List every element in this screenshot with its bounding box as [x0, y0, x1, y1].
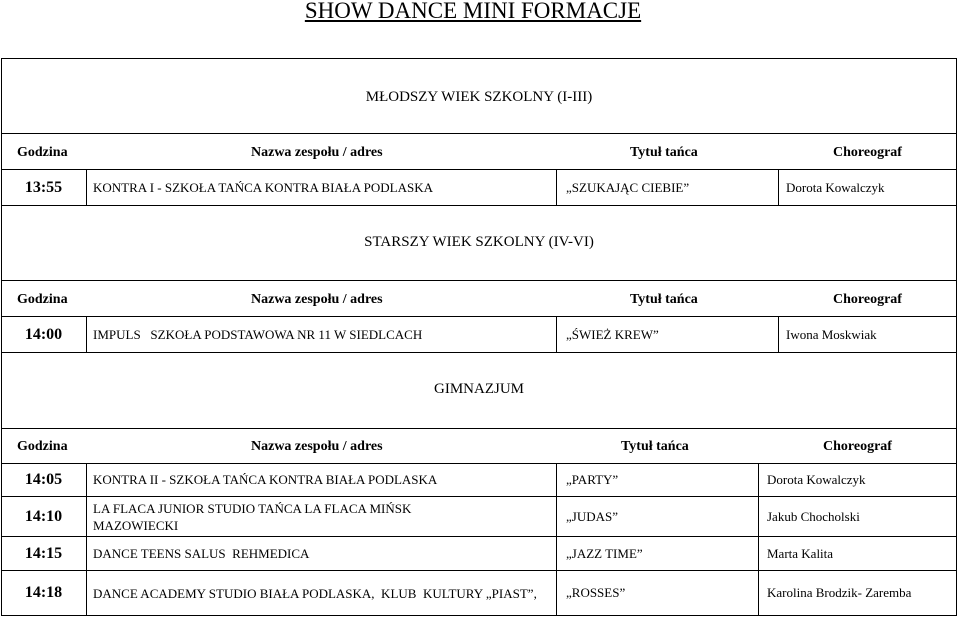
section-junior: [1, 58, 957, 133]
table-row: [1, 463, 957, 496]
table-row: [1, 169, 957, 205]
header-time: Godzina: [17, 145, 68, 160]
row-choreo: Dorota Kowalczyk: [767, 472, 866, 487]
column-divider: [86, 170, 87, 205]
row-time: 14:05: [24, 471, 63, 488]
row-time: 14:15: [24, 544, 63, 562]
column-divider: [556, 571, 557, 615]
header-dance: Tytuł tańca: [621, 439, 689, 454]
row-team: LA FLACA JUNIOR STUDIO TAŃCA LA FLACA MIŃSK MAZOWIECKI: [93, 500, 412, 533]
row-time: 14:00: [24, 325, 63, 343]
column-divider: [86, 571, 87, 615]
row-time: 14:10: [24, 507, 63, 525]
row-choreo: Dorota Kowalczyk: [786, 179, 885, 195]
column-divider: [86, 464, 87, 496]
row-time: 14:18: [24, 584, 63, 601]
column-divider: [86, 497, 87, 536]
row-choreo: Iwona Moskwiak: [786, 326, 877, 342]
column-divider: [778, 317, 779, 352]
row-dance: „PARTY”: [566, 472, 619, 487]
table-border-left: [1, 58, 2, 616]
row-dance: „SZUKAJĄC CIEBIE”: [566, 179, 690, 195]
row-team: KONTRA I - SZKOŁA TAŃCA KONTRA BIAŁA PODLASKA: [93, 179, 433, 195]
row-dance: „JUDAS”: [566, 508, 618, 524]
header-team: Nazwa zespołu / adres: [251, 439, 383, 454]
table-header-row: [1, 280, 957, 316]
header-team: Nazwa zespołu / adres: [251, 292, 383, 307]
column-divider: [86, 537, 87, 570]
header-choreo: Choreograf: [823, 439, 892, 454]
row-team: DANCE TEENS SALUS REHMEDICA: [93, 545, 310, 561]
row-dance: „ROSSES”: [566, 585, 626, 600]
header-time: Godzina: [17, 439, 68, 454]
header-dance: Tytuł tańca: [630, 292, 698, 307]
header-choreo: Choreograf: [833, 292, 902, 307]
table-header-row: [1, 428, 957, 463]
table-row: [1, 496, 957, 536]
column-divider: [86, 317, 87, 352]
row-choreo: Karolina Brodzik- Zaremba: [767, 585, 912, 600]
column-divider: [556, 497, 557, 536]
section-gimnazjum: [1, 352, 957, 428]
row-dance: „ŚWIEŻ KREW”: [566, 326, 659, 342]
table-row: [1, 536, 957, 570]
column-divider: [556, 170, 557, 205]
column-divider: [758, 571, 759, 615]
column-divider: [758, 537, 759, 570]
table-header-row: [1, 133, 957, 169]
row-team: DANCE ACADEMY STUDIO BIAŁA PODLASKA, KLUB KULTURY „PIAST”,: [93, 585, 537, 601]
section-title: STARSZY WIEK SZKOLNY (IV-VI): [364, 234, 594, 250]
page-title: SHOW DANCE MINI FORMACJE: [304, 0, 642, 23]
row-choreo: Marta Kalita: [767, 545, 834, 561]
column-divider: [758, 464, 759, 496]
table-row: [1, 570, 957, 616]
row-choreo: Jakub Chocholski: [767, 508, 860, 524]
header-dance: Tytuł tańca: [630, 145, 698, 160]
row-team: KONTRA II - SZKOŁA TAŃCA KONTRA BIAŁA PODLASKA: [93, 472, 438, 487]
row-time: 13:55: [24, 178, 63, 196]
column-divider: [758, 497, 759, 536]
table-row: [1, 316, 957, 352]
table-border-right: [956, 58, 957, 616]
column-divider: [556, 464, 557, 496]
column-divider: [778, 170, 779, 205]
column-divider: [556, 537, 557, 570]
section-title: GIMNAZJUM: [434, 381, 524, 397]
column-divider: [556, 317, 557, 352]
header-choreo: Choreograf: [833, 145, 902, 160]
row-dance: „JAZZ TIME”: [566, 545, 643, 561]
header-team: Nazwa zespołu / adres: [251, 145, 383, 160]
row-team: IMPULS SZKOŁA PODSTAWOWA NR 11 W SIEDLCACH: [93, 326, 423, 342]
header-time: Godzina: [17, 292, 68, 307]
section-title: MŁODSZY WIEK SZKOLNY (I-III): [365, 89, 593, 105]
section-senior: [1, 205, 957, 280]
